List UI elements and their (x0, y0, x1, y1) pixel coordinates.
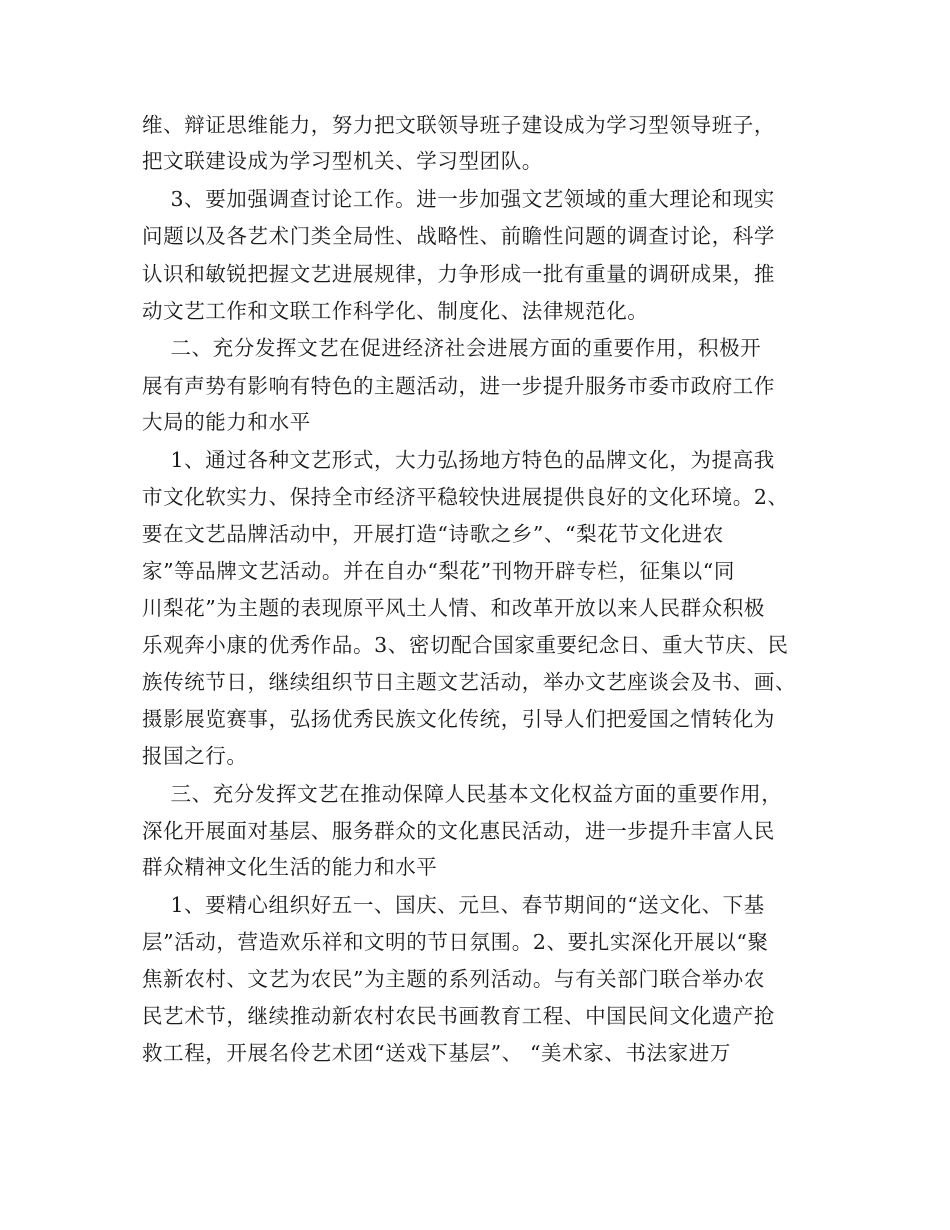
text-line: 1、要精心组织好五一、国庆、元旦、春节期间的“送文化、下基 (142, 893, 765, 917)
text-line: 家”等品牌文艺活动。并在自办“梨花”刊物开辟专栏，征集以“同 (142, 559, 735, 583)
text-line: 层”活动，营造欢乐祥和文明的节日氛围。2、要扎实深化开展以“聚 (142, 930, 769, 954)
text-line: 动文艺工作和文联工作科学化、制度化、法律规范化。 (142, 299, 649, 323)
text-line: 认识和敏锐把握文艺进展规律，力争形成一批有重量的调研成果，推 (142, 262, 775, 286)
text-line: 民艺术节，继续推动新农村农民书画教育工程、中国民间文化遗产抢 (142, 1004, 775, 1028)
text-line: 维、辩证思维能力，努力把文联领导班子建设成为学习型领导班子， (142, 113, 775, 137)
text-line: 摄影展览赛事，弘扬优秀民族文化传统，引导人们把爱国之情转化为 (142, 707, 775, 731)
text-line: 把文联建设成为学习型机关、学习型团队。 (142, 149, 543, 173)
text-line: 市文化软实力、保持全市经济平稳较快进展提供良好的文化环境。2、 (142, 485, 789, 509)
text-line: 问题以及各艺术门类全局性、战略性、前瞻性问题的调查讨论，科学 (142, 224, 775, 248)
text-line: 救工程，开展名伶艺术团“送戏下基层”、 “美术家、书法家进万 (142, 1041, 731, 1065)
text-line: 要在文艺品牌活动中，开展打造“诗歌之乡”、“梨花节文化进农 (142, 522, 724, 546)
text-line: 大局的能力和水平 (142, 410, 311, 434)
text-line: 二、充分发挥文艺在促进经济社会进展方面的重要作用，积极开 (142, 336, 762, 360)
text-line: 三、充分发挥文艺在推动保障人民基本文化权益方面的重要作用， (142, 782, 783, 806)
text-line: 焦新农村、文艺为农民”为主题的系列活动。与有关部门联合举办农 (142, 967, 765, 991)
text-line: 乐观奔小康的优秀作品。3、密切配合国家重要纪念日、重大节庆、民 (142, 633, 789, 657)
text-line: 族传统节日，继续组织节日主题文艺活动，举办文艺座谈会及书、画、 (142, 670, 797, 694)
text-line: 展有声势有影响有特色的主题活动，进一步提升服务市委市政府工作 (142, 374, 775, 398)
text-line: 川梨花”为主题的表现原平风土人情、和改革开放以来人民群众积极 (142, 596, 765, 620)
text-line: 群众精神文化生活的能力和水平 (142, 855, 438, 879)
text-line: 报国之行。 (142, 744, 248, 768)
text-line: 深化开展面对基层、服务群众的文化惠民活动，进一步提升丰富人民 (142, 819, 775, 843)
text-line: 1、通过各种文艺形式，大力弘扬地方特色的品牌文化，为提高我 (142, 448, 775, 472)
text-line: 3、要加强调查讨论工作。进一步加强文艺领域的重大理论和现实 (142, 187, 775, 211)
